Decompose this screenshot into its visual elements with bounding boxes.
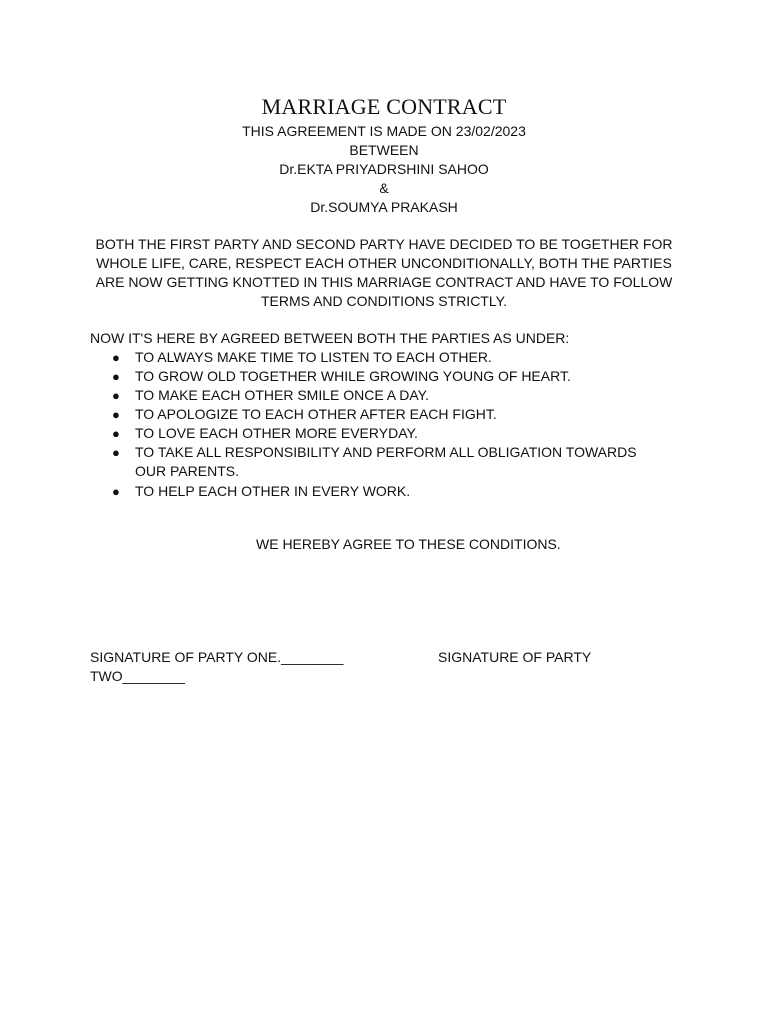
bullet-icon: ● (112, 445, 120, 460)
contract-header (0, 122, 768, 217)
term-item: ● TO HELP EACH OTHER IN EVERY WORK. (112, 483, 411, 499)
agreement-lead: NOW IT'S HERE BY AGREED BETWEEN BOTH THE PARTIES AS UNDER: (90, 330, 570, 346)
term-item: ● TO LOVE EACH OTHER MORE EVERYDAY. (112, 425, 418, 441)
terms-list (90, 348, 680, 501)
term-item: ● TO APOLOGIZE TO EACH OTHER AFTER EACH FIGHT. (112, 406, 497, 422)
document-title: MARRIAGE CONTRACT (261, 94, 507, 119)
closing-statement: WE HEREBY AGREE TO THESE CONDITIONS. (256, 536, 561, 552)
bullet-icon: ● (112, 407, 120, 422)
term-item: ● TO TAKE ALL RESPONSIBILITY AND PERFORM ALL OBLIGATION TOWARDS OUR PARENTS. (112, 444, 637, 479)
term-item: ● TO MAKE EACH OTHER SMILE ONCE A DAY. (112, 387, 430, 403)
signature-party-two-line: TWO________ (90, 668, 185, 684)
bullet-icon: ● (112, 350, 120, 365)
bullet-icon: ● (112, 484, 120, 499)
bullet-icon: ● (112, 426, 120, 441)
term-item: ● TO GROW OLD TOGETHER WHILE GROWING YOUNG OF HEART. (112, 368, 571, 384)
bullet-icon: ● (112, 369, 120, 384)
term-item: ● TO ALWAYS MAKE TIME TO LISTEN TO EACH OTHER. (112, 349, 492, 365)
ampersand: & (379, 180, 389, 196)
intro-paragraph: BOTH THE FIRST PARTY AND SECOND PARTY HAVE DECIDED TO BE TOGETHER FOR WHOLE LIFE, CARE, RESPECT EACH OTHER UNCONDITIONALLY, BOTH THE PARTIES ARE NOW GETTING KNOTTED IN THIS MARRIAGE CONTRACT AND HAVE TO FOLLOW TERMS AND CONDITIONS STRICTLY. (95, 236, 673, 309)
signature-party-one: SIGNATURE OF PARTY ONE.________ (90, 649, 344, 665)
agreement-date-line: THIS AGREEMENT IS MADE ON 23/02/2023 (242, 123, 526, 139)
bullet-icon: ● (112, 388, 120, 403)
signature-party-two-label: SIGNATURE OF PARTY (438, 649, 592, 665)
between-label: BETWEEN (349, 142, 419, 158)
party-two-name: Dr.SOUMYA PRAKASH (310, 199, 458, 215)
party-one-name: Dr.EKTA PRIYADRSHINI SAHOO (279, 161, 489, 177)
